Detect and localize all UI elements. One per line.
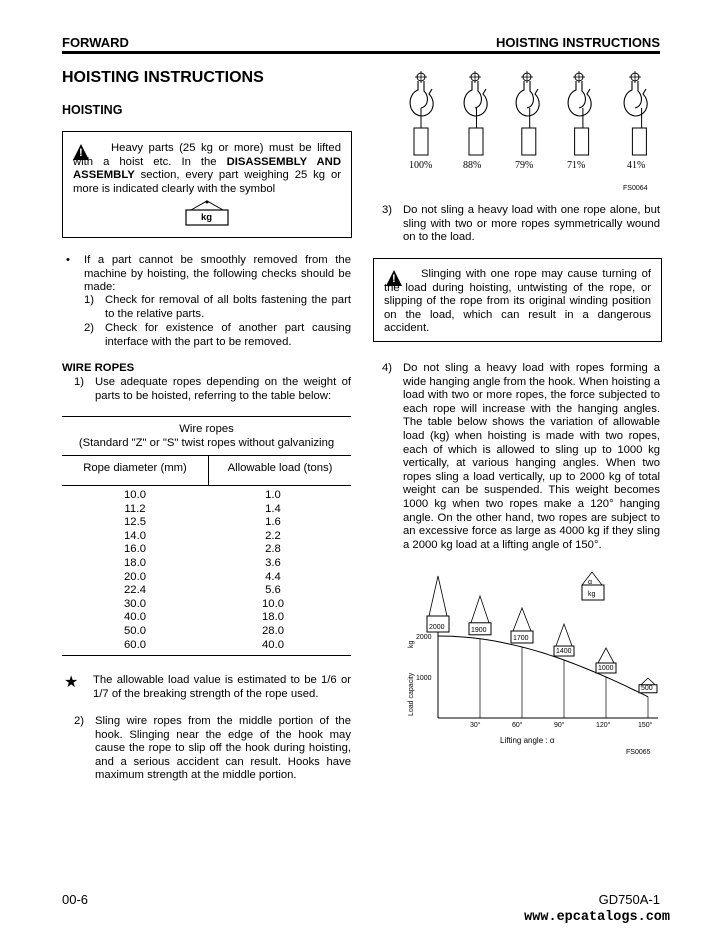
rope-diameter-cell: 50.0: [124, 624, 146, 637]
check-2-text: Check for existence of another part causing interface with the part to be removed.: [105, 322, 351, 348]
hook-percent-label: 100%: [409, 160, 433, 171]
rope-diameter-cell: 11.2: [124, 502, 146, 515]
table-title-1: Wire ropes: [179, 423, 234, 435]
y-axis-label: Load capacity: [408, 672, 415, 716]
allowable-load-cell: 40.0: [262, 638, 284, 651]
rope-diameter-cell: 12.5: [124, 516, 146, 529]
header-rule: [62, 51, 660, 54]
table-col-1-header: Rope diameter (mm): [83, 462, 187, 474]
bullet-marker: •: [66, 254, 70, 266]
wire-ropes-item1-num: 1): [74, 376, 85, 388]
watermark: www.epcatalogs.com: [524, 910, 670, 925]
bullet-text: If a part cannot be smoothly removed from the machine by hoisting, the following checks should be made:: [84, 254, 351, 294]
table-rule-3: [62, 485, 351, 486]
table-bottom-rule: [62, 655, 351, 656]
hook-percent-label: 88%: [463, 160, 482, 171]
allowable-load-cell: 5.6: [265, 584, 281, 597]
load-box-label: 1900: [471, 626, 487, 634]
legend-alpha: α: [588, 579, 593, 586]
item-3-num: 3): [382, 204, 393, 216]
allowable-load-cell: 2.2: [265, 529, 281, 542]
item-3-text: Do not sling a heavy load with one rope alone, but sling with two or more ropes symmetrically wound on to the load.: [403, 204, 660, 244]
rope-diameter-cell: 30.0: [124, 597, 146, 610]
load-capacity-figure: [400, 568, 665, 764]
allowable-load-cell: 3.6: [265, 556, 281, 569]
x-tick-label: 150°: [638, 722, 653, 729]
x-tick-label: 90°: [554, 722, 565, 729]
allowable-load-cell: 1.4: [265, 502, 281, 515]
model-code: GD750A-1: [598, 892, 660, 907]
x-axis-label: Lifting angle : α: [500, 736, 555, 745]
allowable-load-cell: 2.8: [265, 543, 281, 556]
hook-icon: [516, 71, 539, 155]
allowable-load-cell: 28.0: [262, 624, 284, 637]
hooks-figure-code: FS0064: [623, 185, 648, 192]
rope-diameter-cell: 16.0: [124, 543, 146, 556]
star-icon: ★: [64, 674, 79, 691]
page-title: HOISTING INSTRUCTIONS: [62, 69, 264, 86]
header-right: HOISTING INSTRUCTIONS: [496, 35, 660, 50]
hook-icon: [464, 71, 487, 155]
table-col-diameter: [62, 489, 208, 652]
wire-ropes-heading: WIRE ROPES: [62, 362, 135, 374]
rope-diameter-cell: 14.0: [124, 529, 146, 542]
wire-ropes-item1-text: Use adequate ropes depending on the weight of parts to be hoisted, referring to the table below:: [95, 376, 351, 402]
hook-icon: [568, 71, 591, 155]
allowable-load-cell: 18.0: [262, 611, 284, 624]
allowable-load-cell: 1.6: [265, 516, 281, 529]
x-tick-label: 60°: [512, 722, 523, 729]
y-tick-label: 1000: [416, 675, 432, 682]
table-title-2: (Standard "Z" or "S" twist ropes without galvanizing: [78, 437, 335, 449]
hook-icon: [624, 71, 647, 155]
warning-box-2: [373, 258, 662, 342]
check-1-num: 1): [84, 294, 95, 306]
x-tick-label: 120°: [596, 722, 611, 729]
table-col-2-header: Allowable load (tons): [227, 462, 333, 474]
star-note-text: The allowable load value is estimated to be 1/6 or 1/7 of the breaking strength of the rope used.: [93, 674, 351, 700]
warning-1-text: Heavy parts (25 kg or more) must be lifted with a hoist etc. In the DISASSEMBLY AND ASSEMBLY section, every part weighing 25 kg or more is indicated clearly with the symbol: [73, 142, 341, 195]
item-4-text: Do not sling a heavy load with ropes forming a wide hanging angle from the hook. When hoisting a load with two or more ropes, the force subjected to each rope will increase with the hanging angles. The table below shows the variation of allowable load (kg) when hoisting is made with two ropes, each of which is allowed to sling up to 1000 kg vertically, at various hanging angles. When two ropes sling a load vertically, up to 2000 kg of total weight can be suspended. This weight becomes 1000 kg when two ropes make a 120° hanging angle. On the other hand, two ropes are subject to an excessive force as large as 4000 kg if they sling a 2000 kg load at a lifting angle of 150°.: [403, 362, 660, 551]
load-box-label: 1000: [598, 665, 614, 672]
rope-diameter-cell: 60.0: [124, 638, 146, 651]
y-axis-unit: kg: [408, 640, 415, 648]
legend-kg: kg: [588, 591, 596, 598]
y-tick-label: 2000: [416, 634, 432, 641]
rope-diameter-cell: 10.0: [124, 489, 146, 501]
header-left: FORWARD: [62, 35, 129, 50]
load-figure-code: FS0065: [626, 749, 651, 756]
x-tick-label: 30°: [470, 722, 481, 729]
hook-percent-label: 79%: [515, 160, 534, 171]
rope-diameter-cell: 20.0: [124, 570, 146, 583]
table-rule-2: [62, 455, 351, 456]
table-col-load: [209, 489, 337, 652]
kg-symbol-label: kg: [201, 212, 213, 223]
check-2-num: 2): [84, 322, 95, 334]
rope-diameter-cell: 22.4: [124, 584, 146, 597]
rope-diameter-cell: 18.0: [124, 556, 146, 569]
hook-icon: [410, 71, 433, 155]
table-top-rule: [62, 416, 351, 417]
load-box-label: 1700: [513, 634, 529, 642]
check-1-text: Check for removal of all bolts fastening the part to the relative parts.: [105, 294, 351, 320]
warning-box-1: [62, 131, 352, 238]
allowable-load-cell: 1.0: [265, 489, 281, 501]
rope-diameter-cell: 40.0: [124, 611, 146, 624]
section-title: HOISTING: [62, 103, 123, 117]
load-box-label: 1400: [556, 648, 572, 656]
hook-percent-label: 41%: [627, 160, 646, 171]
item-4-num: 4): [382, 362, 393, 374]
item-2-num: 2): [74, 715, 85, 727]
load-box-label: 2000: [429, 624, 445, 631]
hook-percent-label: 71%: [567, 160, 586, 171]
allowable-load-cell: 4.4: [265, 570, 281, 583]
load-box-label: 500: [641, 684, 653, 692]
warning-2-text: Slinging with one rope may cause turning of the load during hoisting, untwisting of the rope, or slipping of the rope from its original winding position on the load, which can result in a dangerous accident.: [384, 268, 651, 335]
hooks-figure: [395, 64, 665, 194]
page-number: 00-6: [62, 892, 89, 907]
item-2-text: Sling wire ropes from the middle portion of the hook. Slinging near the edge of the hook may cause the rope to slip off the hook during hoisting, and a serious accident can result. Hooks have maximum strength at the middle portion.: [95, 715, 351, 782]
allowable-load-cell: 10.0: [262, 597, 284, 610]
